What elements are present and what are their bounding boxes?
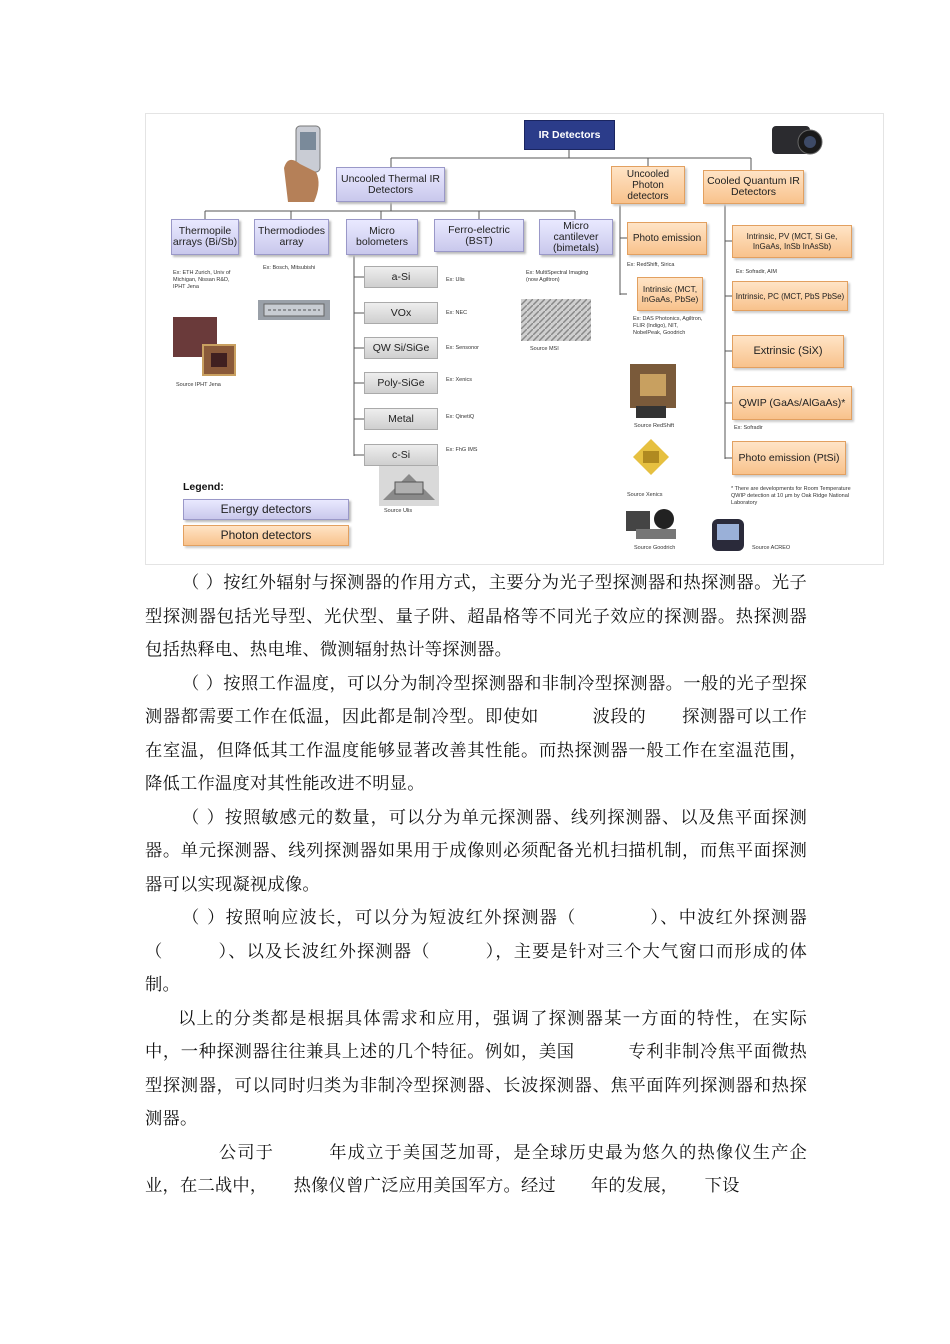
cantilever-node: Micro cantilever (bimetals) [539, 219, 613, 255]
bolometer-pixel-photo [379, 466, 439, 506]
goodrich-camera-photo [622, 499, 684, 541]
vox-example: Ex: NEC [446, 310, 468, 316]
photo-emission-example: Ex: RedShift, Sirica [627, 262, 675, 268]
acreo-source: Source ACREO [752, 545, 791, 551]
a-si-example: Ex: Ulis [446, 277, 465, 283]
legend-photon-detectors: Photon detectors [183, 525, 349, 546]
legend-title: Legend: [183, 481, 224, 493]
microbolometer-node: Micro bolometers [346, 219, 418, 255]
goodrich-source: Source Goodrich [634, 545, 676, 551]
paragraph-3: （ ）按照敏感元的数量，可以分为单元探测器、线列探测器、以及焦平面探测器。单元探测器、线列探测器如果用于成像则必须配备光机扫描机制，而焦平面探测器可以实现凝视成像。 [145, 807, 807, 895]
thermodiode-chip-photo [258, 292, 330, 322]
qwip-node: QWIP (GaAs/AlGaAs)* [732, 386, 852, 420]
qw-example: Ex: Sensonor [446, 345, 480, 351]
paragraph-4: （ ）按照响应波长，可以分为短波红外探测器（ ）、中波红外探测器（ ）、以及长波红外探测器（ ），主要是针对三个大气窗口而形成的体制。 [145, 908, 807, 995]
cantilever-examples: Ex: MultiSpectral Imaging (now Agiltron) [526, 270, 589, 283]
thermopile-source: Source IPHT Jena [176, 382, 221, 388]
intrinsic-uncooled-node: Intrinsic (MCT, InGaAs, PbSe) [637, 277, 703, 311]
uncooled-thermal-node: Uncooled Thermal IR Detectors [336, 167, 445, 202]
material-poly-sige: Poly-SiGe [364, 372, 438, 394]
root-node: IR Detectors [524, 120, 615, 150]
intrinsic-pv-example: Ex: Sofradir, AIM [736, 269, 777, 275]
material-metal: Metal [364, 408, 438, 430]
photo-emission-node: Photo emission [627, 222, 707, 255]
cooled-quantum-node: Cooled Quantum IR Detectors [703, 170, 804, 204]
thermodiode-examples: Ex: Bosch, Mitsubishi [263, 265, 316, 271]
body-text [145, 567, 807, 1204]
footnote: * There are developments for Room Temperature QWIP detection at 10 µm by Oak Ridge National Laboratory [731, 486, 851, 506]
intrinsic-pc-node: Intrinsic, PC (MCT, PbS PbSe) [732, 281, 848, 311]
xenics-source: Source Xenics [627, 492, 663, 498]
material-c-si: c-Si [364, 444, 438, 466]
material-qw-si-sige: QW Si/SiGe [364, 337, 438, 359]
xenics-chip-photo [631, 437, 671, 483]
thermodiode-node: Thermodiodes array [254, 219, 329, 255]
poly-sige-example: Ex: Xenics [446, 377, 472, 383]
paragraph-1: （ ）按红外辐射与探测器的作用方式，主要分为光子型探测器和热探测器。光子型探测器包括光导型、光伏型、量子阱、超晶格等不同光子效应的探测器。热探测器包括热释电、热电堆、微测辐射热计等探测器。 [145, 573, 807, 660]
thermopile-node: Thermopile arrays (Bi/Sb) [171, 219, 239, 255]
ir-detector-classification-figure [145, 113, 884, 565]
ferroelectric-node: Ferro-electric (BST) [434, 219, 524, 252]
material-vox: VOx [364, 302, 438, 324]
redshift-source: Source RedShift [634, 423, 675, 429]
acreo-device-photo [710, 517, 746, 553]
paragraph-5: 以上的分类都是根据具体需求和应用，强调了探测器某一方面的特性，在实际中，一种探测器往往兼具上述的几个特征。例如，美国 专利非制冷焦平面微热型探测器，可以同时归类为非制冷型探测器、长波探测器、焦平面阵列探测器和热探测器。 [145, 1008, 807, 1129]
redshift-device-photo [626, 354, 682, 420]
material-a-si: a-Si [364, 266, 438, 288]
thermopile-chip-photo [173, 317, 237, 377]
bolometer-source: Source Ulis [384, 508, 413, 514]
legend-energy-detectors: Energy detectors [183, 499, 349, 520]
camera-photo [766, 120, 824, 162]
phone-photo [282, 124, 324, 204]
photo-emission-ptsi-node: Photo emission (PtSi) [732, 441, 846, 475]
c-si-example: Ex: FhG IMS [446, 447, 478, 453]
qwip-example: Ex: Sofradir [734, 425, 763, 431]
uncooled-photon-node: Uncooled Photon detectors [611, 166, 685, 204]
extrinsic-node: Extrinsic (SiX) [732, 335, 844, 368]
intrinsic-pv-node: Intrinsic, PV (MCT, Si Ge, InGaAs, InSb InAsSb) [732, 225, 852, 258]
intrinsic-uncooled-example: Ex: DAS Photonics, Agiltron, FLIR (Indigo), NIT, NobelPeak, Goodrich [633, 316, 703, 336]
paragraph-2: （ ）按照工作温度，可以分为制冷型探测器和非制冷型探测器。一般的光子型探测器都需要工作在低温，因此都是制冷型。即使如 波段的 探测器可以工作在室温，但降低其工作温度能够显著改善其性能。而热探测器一般工作在室温范围，降低工作温度对其性能改进不明显。 [145, 673, 807, 794]
thermopile-examples: Ex: ETH Zurich, Univ of Michigan, Nissan R&D, IPHT Jena [173, 270, 231, 290]
cantilever-array-photo [521, 299, 591, 341]
paragraph-6: 公司于 年成立于美国芝加哥，是全球历史最为悠久的热像仪生产企业，在二战中， 热像仪曾广泛应用美国军方。经过 年的发展， 下设 [145, 1142, 807, 1196]
cantilever-source: Source MSI [530, 346, 559, 352]
metal-example: Ex: QinetiQ [446, 414, 475, 420]
